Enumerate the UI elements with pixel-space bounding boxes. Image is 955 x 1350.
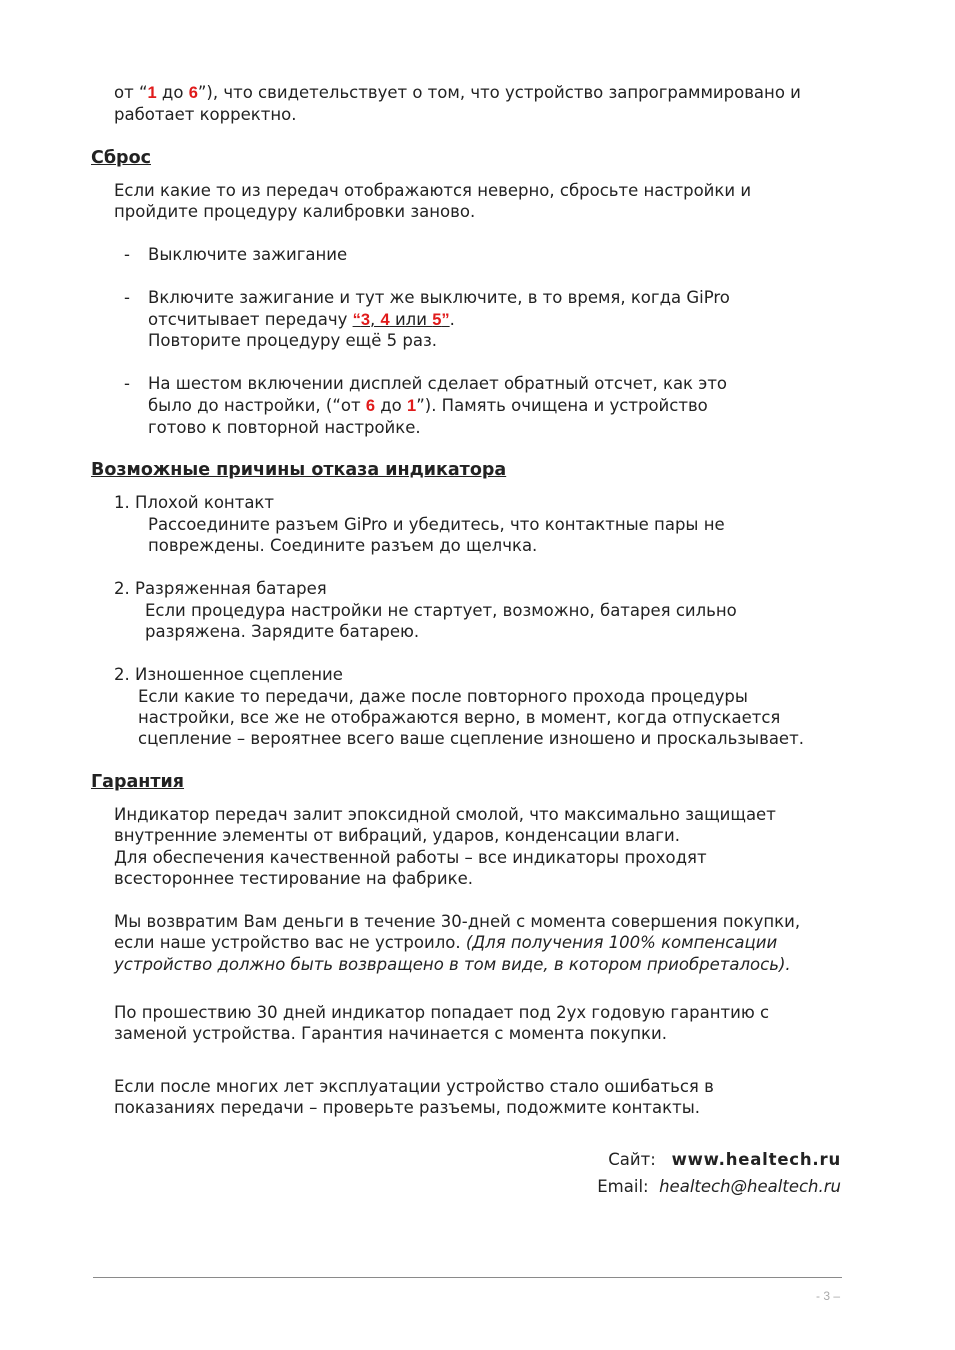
separator: , xyxy=(370,310,381,329)
step3-pre: было до настройки, (“от xyxy=(148,396,366,415)
section-heading-causes: Возможные причины отказа индикатора xyxy=(91,460,507,480)
warranty-p3-line-2: заменой устройства. Гарантия начинается с момента покупки. xyxy=(114,1024,667,1043)
warranty-p4-line-1: Если после многих лет эксплуатации устройство стало ошибаться в xyxy=(114,1077,714,1096)
warranty-p1-line-3: Для обеспечения качественной работы – все индикаторы проходят xyxy=(114,848,707,867)
reset-step-3-line-3: готово к повторной настройке. xyxy=(148,418,421,437)
reset-step-3-line-1: На шестом включении дисплей сделает обратный отсчет, как это xyxy=(148,374,728,393)
intro-line-2: работает корректно. xyxy=(114,105,297,124)
cause-1-line-1: Рассоедините разъем GiPro и убедитесь, что контактные пары не xyxy=(148,515,725,534)
gear-number: 1 xyxy=(147,84,157,102)
cause-1-line-2: повреждены. Соедините разъем до щелчка. xyxy=(148,536,538,555)
intro-line-1 xyxy=(114,82,854,105)
intro-post: ”), что свидетельствует о том, что устройство запрограммировано и xyxy=(197,83,801,102)
gear-number: 3 xyxy=(360,311,371,329)
page-number: - 3 – xyxy=(815,1289,840,1303)
list-dash: - xyxy=(124,288,130,307)
reset-step-3-line-2 xyxy=(148,395,848,418)
cause-2-line-1: Если процедура настройки не стартует, возможно, батарея сильно xyxy=(145,601,737,620)
step2-end: . xyxy=(449,310,455,329)
step3-mid: до xyxy=(375,396,408,415)
cause-2-line-2: разряжена. Зарядите батарею. xyxy=(145,622,420,641)
warranty-p1-line-4: всестороннее тестирование на фабрике. xyxy=(114,869,473,888)
gear-number: 5 xyxy=(432,311,442,329)
step3-post: ”). Память очищена и устройство xyxy=(416,396,708,415)
site-label: Сайт: xyxy=(608,1150,656,1169)
intro-mid: до xyxy=(156,83,189,102)
gear-number: 6 xyxy=(365,397,376,415)
cause-3-title: 2. Изношенное сцепление xyxy=(114,665,343,684)
list-dash: - xyxy=(124,374,130,393)
email-link[interactable]: healtech@healtech.ru xyxy=(659,1177,841,1196)
warranty-p4-line-2: показаниях передачи – проверьте разъемы, подожмите контакты. xyxy=(114,1098,701,1117)
step2-pre: отсчитывает передачу xyxy=(148,310,353,329)
gear-number: 4 xyxy=(380,311,390,329)
reset-step-2-line-3: Повторите процедуру ещё 5 раз. xyxy=(148,331,437,350)
warranty-p2-line-1: Мы возвратим Вам деньги в течение 30-дней с момента совершения покупки, xyxy=(114,912,801,931)
cause-3-line-3: сцепление – вероятнее всего ваше сцепление изношено и проскальзывает. xyxy=(138,729,804,748)
reset-intro-line-2: пройдите процедуру калибровки заново. xyxy=(114,202,476,221)
footer-divider xyxy=(93,1277,842,1278)
reset-step-2-line-2 xyxy=(148,309,848,332)
warranty-p2-line-3: устройство должно быть возвращено в том виде, в котором приобреталось). xyxy=(114,955,791,974)
email-contact xyxy=(597,1176,841,1198)
warranty-p1-line-1: Индикатор передач залит эпоксидной смолой, что максимально защищает xyxy=(114,805,776,824)
reset-step-1: Выключите зажигание xyxy=(148,245,348,264)
quote-mark: “ xyxy=(352,311,361,329)
warranty-p2-italic: (Для получения 100% компенсации xyxy=(465,933,778,952)
reset-step-2-line-1: Включите зажигание и тут же выключите, в то время, когда GiPro xyxy=(148,288,730,307)
site-link[interactable]: www.healtech.ru xyxy=(671,1150,841,1169)
cause-3-line-1: Если какие то передачи, даже после повторного прохода процедуры xyxy=(138,687,748,706)
reset-intro-line-1: Если какие то из передач отображаются неверно, сбросьте настройки и xyxy=(114,181,752,200)
cause-3-line-2: настройки, все же не отображаются верно, в момент, когда отпускается xyxy=(138,708,781,727)
warranty-p3-line-1: По прошествию 30 дней индикатор попадает под 2ух годовую гарантию с xyxy=(114,1003,770,1022)
warranty-p1-line-2: внутренние элементы от вибраций, ударов, конденсации влаги. xyxy=(114,826,680,845)
section-heading-reset: Сброс xyxy=(91,148,151,168)
section-heading-warranty: Гарантия xyxy=(91,772,185,792)
gear-number: 6 xyxy=(188,84,198,102)
cause-2-title: 2. Разряженная батарея xyxy=(114,579,327,598)
cause-1-title: 1. Плохой контакт xyxy=(114,493,275,512)
list-dash: - xyxy=(124,245,130,264)
intro-pre: от “ xyxy=(114,83,148,102)
gear-number: 1 xyxy=(407,397,417,415)
warranty-p2-plain: если наше устройство вас не устроило. xyxy=(114,933,466,952)
quote-mark: ” xyxy=(441,311,450,329)
warranty-p2-line-2 xyxy=(114,932,854,954)
email-label: Email: xyxy=(597,1177,649,1196)
site-contact xyxy=(608,1149,841,1171)
separator: или xyxy=(389,310,433,329)
